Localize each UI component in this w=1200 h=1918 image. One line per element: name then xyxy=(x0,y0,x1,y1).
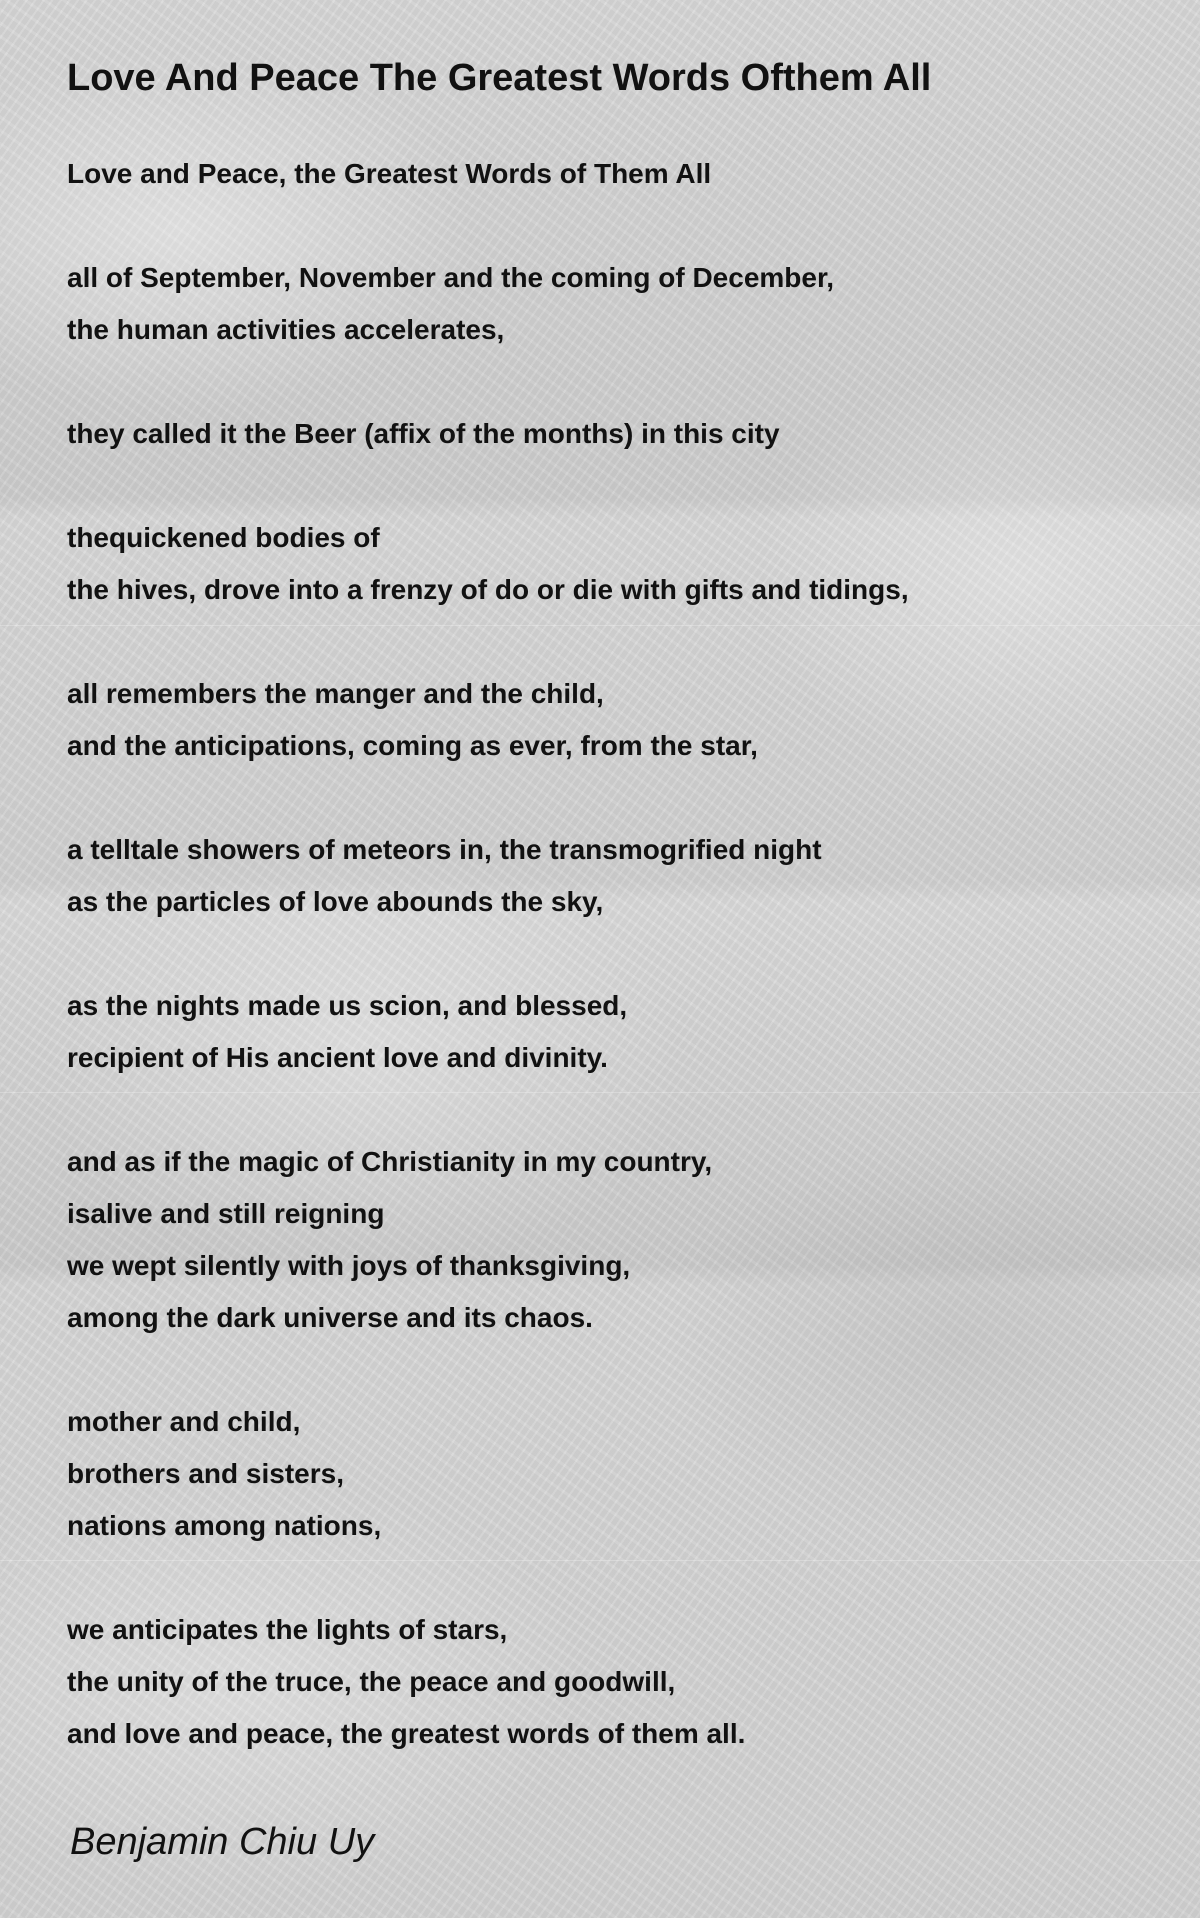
poem-line: as the nights made us scion, and blessed, xyxy=(67,990,628,1021)
poem-stanza xyxy=(67,148,909,200)
poem-line: as the particles of love abounds the sky, xyxy=(67,886,604,917)
poem-line: mother and child, xyxy=(67,1406,301,1437)
poem-line: and the anticipations, coming as ever, from the star, xyxy=(67,730,758,761)
poem-title: Love And Peace The Greatest Words Ofthem All xyxy=(67,57,932,99)
poem-line: isalive and still reigning xyxy=(67,1198,385,1229)
poem-line: all remembers the manger and the child, xyxy=(67,678,604,709)
poem-stanza xyxy=(67,1396,909,1552)
poem-author: Benjamin Chiu Uy xyxy=(70,1821,375,1863)
poem-line: Love and Peace, the Greatest Words of Them All xyxy=(67,158,712,189)
poem-stanza xyxy=(67,980,909,1084)
poem-stanza xyxy=(67,1136,909,1344)
poem-line: the unity of the truce, the peace and goodwill, xyxy=(67,1666,676,1697)
poem-line: the hives, drove into a frenzy of do or die with gifts and tidings, xyxy=(67,574,909,605)
poem-line: all of September, November and the coming of December, xyxy=(67,262,835,293)
poem-stanza xyxy=(67,408,909,460)
poem-line: and as if the magic of Christianity in my country, xyxy=(67,1146,713,1177)
poem-stanza xyxy=(67,1604,909,1760)
poem-stanza xyxy=(67,512,909,616)
poem-line: among the dark universe and its chaos. xyxy=(67,1302,593,1333)
poem-line: nations among nations, xyxy=(67,1510,382,1541)
poem-stanza xyxy=(67,252,909,356)
poem-line: they called it the Beer (affix of the months) in this city xyxy=(67,418,780,449)
poem-line: we anticipates the lights of stars, xyxy=(67,1614,508,1645)
poem-line: we wept silently with joys of thanksgiving, xyxy=(67,1250,631,1281)
poem-line: thequickened bodies of xyxy=(67,522,380,553)
poem-stanza xyxy=(67,824,909,928)
poem-line: brothers and sisters, xyxy=(67,1458,344,1489)
poem-line: a telltale showers of meteors in, the transmogrified night xyxy=(67,834,822,865)
poem-body xyxy=(67,148,909,1812)
poem-line: recipient of His ancient love and divinity. xyxy=(67,1042,608,1073)
poem-stanza xyxy=(67,668,909,772)
poem-line: the human activities accelerates, xyxy=(67,314,505,345)
poem-line: and love and peace, the greatest words of them all. xyxy=(67,1718,746,1749)
